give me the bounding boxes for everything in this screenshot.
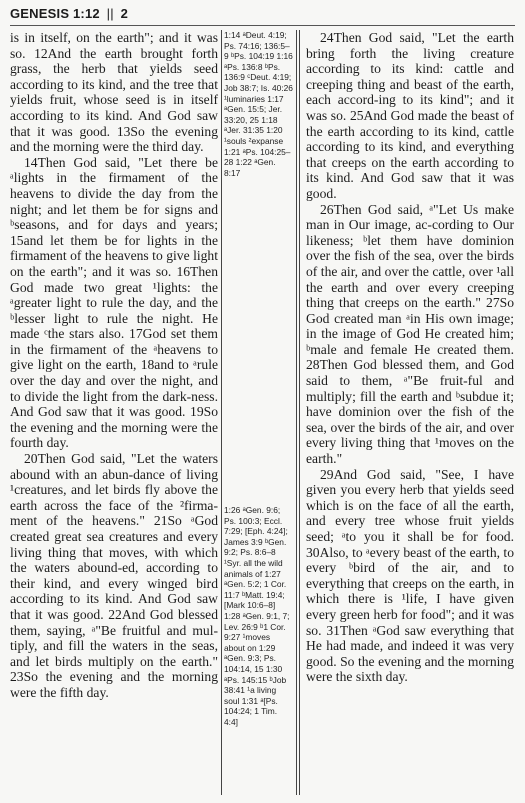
column-divider xyxy=(296,30,297,795)
page-number: 2 xyxy=(120,6,129,21)
book-chapter-verse: GENESIS 1:12 xyxy=(10,6,100,21)
column-divider xyxy=(299,30,300,795)
cross-references-bottom: 1:26 ᵃGen. 9:6; Ps. 100:3; Eccl. 7:29; [Eph. 4:24]; James 3:9 ᵇGen. 9:2; Ps. 8:6–8 ¹Syr. all the wild animals of 1:27 ᵃGen. 5:2; 1 Cor. 11:7 ᵇMatt. 19:4; [Mark 10:6–8] 1:28 ᵃGen. 9:1, 7; Lev. 26:9 ᵇ1 Cor. 9:27 ¹moves about on 1:29 ᵃGen. 9:3; Ps. 104:14, 15 1:30 ᵃPs. 145:15 ᵇJob 38:41 ¹a living soul 1:31 ᵃ[Ps. 104:24; 1 Tim. 4:4] xyxy=(224,505,290,727)
paragraph: 24Then God said, "Let the earth bring forth the living creature according to its kind: cattle and creeping thing and beast of the earth, each accord-ing to its kind"; and it was so. 25And God made the beast of the earth according to its kind, cattle according to its kind, and everything that creeps on the earth according to its kind. And God saw that it was good. xyxy=(306,30,514,201)
header-rule xyxy=(10,25,515,26)
right-text-column xyxy=(306,30,514,685)
cross-references-top: 1:14 ᵃDeut. 4:19; Ps. 74:16; 136:5–9 ᵇPs. 104:19 1:16 ᵃPs. 136:8 ᵇPs. 136:9 ᶜDeut. 4:19; Job 38:7; Is. 40:26 ¹luminaries 1:17 ᵃGen. 15:5; Jer. 33:20, 25 1:18 ᵃJer. 31:35 1:20 ¹souls ²expanse 1:21 ᵃPs. 104:25–28 1:22 ᵃGen. 8:17 xyxy=(224,30,293,178)
paragraph: 29And God said, "See, I have given you every herb that yields seed which is on the face of all the earth, and every tree whose fruit yields seed; ᵃto you it shall be for food. 30Also, to ᵃevery beast of the earth, to every ᵇbird of the air, and to everything that creeps on the earth, in which there is ¹life, I have given every green herb for food"; and it was so. 31Then ᵃGod saw everything that He had made, and indeed it was very good. So the evening and the morning were the sixth day. xyxy=(306,466,514,685)
paragraph: 20Then God said, "Let the waters abound with an abun-dance of living ¹creatures, and let birds fly above the earth across the face of the ²firma-ment of the heavens." 21So ᵃGod created great sea creatures and every living thing that moves, with which the waters abound-ed, according to their kind, and every winged bird according to its kind. And God saw that it was good. 22And God blessed them, saying, ᵃ"Be fruitful and mul-tiply, and fill the waters in the seas, and let birds multiply on the earth." 23So the evening and the morning were the fifth day. xyxy=(10,451,218,700)
paragraph: 14Then God said, "Let there be ᵃlights in the firmament of the heavens to divide the day from the night; and let them be for signs and ᵇseasons, and for days and years; 15and let them be for lights in the firmament of the heavens to give light on the earth"; and it was so. 16Then God made two great ¹lights: the ᵃgreater light to rule the day, and the ᵇlesser light to rule the night. He made ᶜthe stars also. 17God set them in the firmament of the ᵃheavens to give light on the earth, 18and to ᵃrule over the day and over the night, and to divide the light from the dark-ness. And God saw that it was good. 19So the evening and the morning were the fourth day. xyxy=(10,154,218,451)
running-header xyxy=(10,6,128,21)
paragraph: is in itself, on the earth"; and it was so. 12And the earth brought forth grass, the herb that yields seed according to its kind, and the tree that yields fruit, whose seed is in itself according to its kind. And God saw that it was good. 13So the evening and the morning were the third day. xyxy=(10,30,218,155)
column-divider xyxy=(221,30,222,795)
paragraph: 26Then God said, ᵃ"Let Us make man in Our image, ac-cording to Our likeness; ᵇlet them have dominion over the fish of the sea, over the birds of the air, and over the cattle, over ¹all the earth and over every creeping thing that creeps on the earth." 27So God created man ᵃin His own image; in the image of God He created him; ᵇmale and female He created them. 28Then God blessed them, and God said to them, ᵃ"Be fruit-ful and multiply; fill the earth and ᵇsubdue it; have dominion over the fish of the sea, over the birds of the air, and over every living thing that ¹moves on the earth." xyxy=(306,201,514,467)
left-text-column xyxy=(10,30,218,701)
header-separator: || xyxy=(106,6,114,21)
